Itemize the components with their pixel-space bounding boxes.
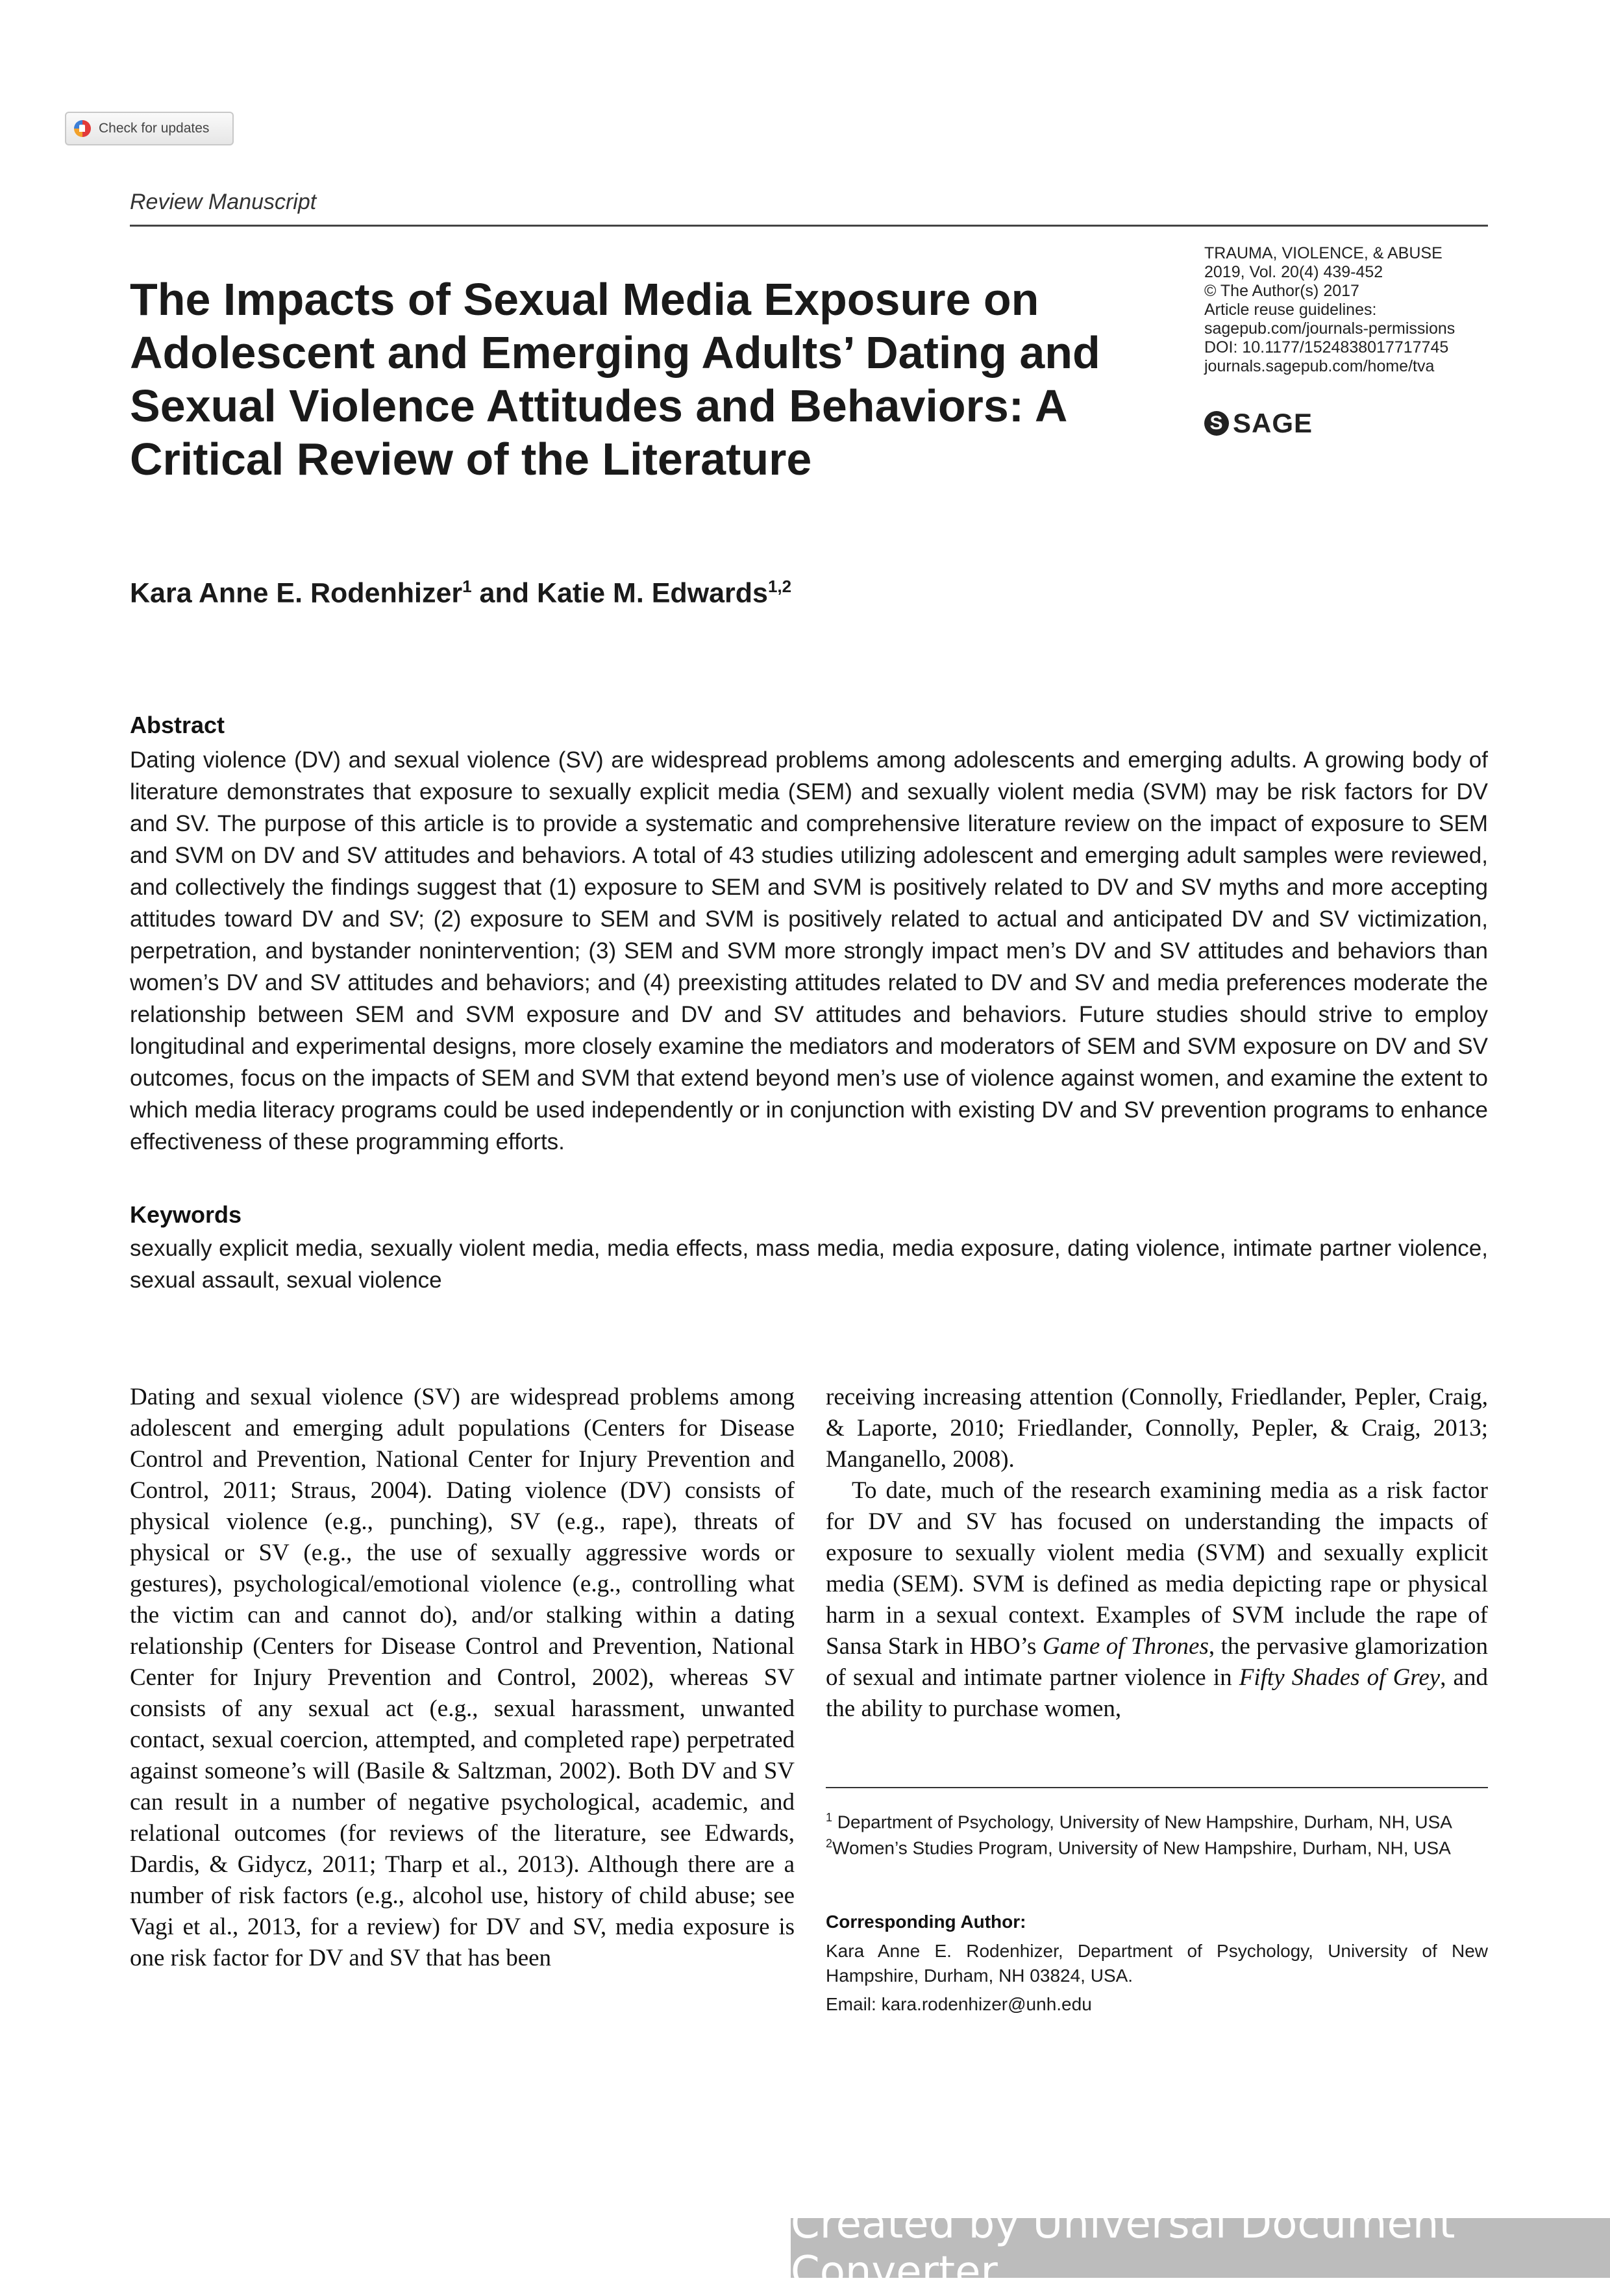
author-name: Katie M. Edwards [536,577,768,609]
footnote-affiliation-2 [826,1831,1488,1860]
permissions-link[interactable]: sagepub.com/journals-permissions [1204,319,1455,338]
check-for-updates-label: Check for updates [99,121,210,136]
sage-logo [1204,408,1313,439]
affiliation-text: Women’s Studies Program, University of New Hampshire, Durham, NH, USA [832,1838,1451,1858]
footnote-rule [826,1787,1488,1788]
crossmark-icon [74,120,91,137]
journal-homepage-link[interactable]: journals.sagepub.com/home/tva [1204,357,1435,375]
author-name: Kara Anne E. Rodenhizer [130,577,463,609]
keywords-text: sexually explicit media, sexually violent media, media effects, mass media, media exposure, dating violence, intimate partner violence, sexual assault, sexual violence [130,1236,1488,1293]
body-title-italic: Fifty Shades of Grey [1239,1664,1441,1691]
body-right-column [826,1382,1488,1725]
footnote-affiliation-1 [826,1805,1488,1834]
keywords-heading: Keywords [130,1201,242,1228]
reuse-guidelines-label: Article reuse guidelines: [1204,301,1377,319]
footnote-marker: 1 [826,1811,833,1824]
check-for-updates-button[interactable] [65,112,234,145]
author-affiliation-marker: 1 [462,577,472,596]
doi[interactable]: DOI: 10.1177/1524838017717745 [1204,338,1449,356]
body-text: To date, much of the research examining media as a risk factor for DV and SV has focused on understanding the impacts of exposure to sexually violent media (SVM) and sexually explicit media (SEM). SVM is defined as media depicting rape or physical harm in a sexual context. Examples of SVM include the rape of Sansa Stark in HBO’s [826,1477,1488,1660]
journal-name: TRAUMA, VIOLENCE, & ABUSE [1204,244,1443,262]
header-rule [130,225,1488,227]
corresponding-author-heading: Corresponding Author: [826,1912,1026,1932]
journal-volume: 2019, Vol. 20(4) 439-452 [1204,263,1383,281]
footnote-marker: 2 [826,1837,833,1850]
abstract-heading: Abstract [130,712,225,738]
journal-info [1204,244,1455,376]
author-affiliation-marker: 1,2 [767,577,792,596]
body-paragraph [826,1475,1488,1725]
affiliation-text: Department of Psychology, University of New Hampshire, Durham, NH, USA [837,1812,1452,1832]
corresponding-author-email[interactable]: Email: kara.rodenhizer@unh.edu [826,1994,1092,2014]
converter-watermark: Created by Universal Document Converter [791,2218,1610,2278]
abstract-text: Dating violence (DV) and sexual violence (SV) are widespread problems among adolescents and emerging adults. A growing body of literature demonstrates that exposure to sexually explicit media (SEM) and sexually violent media (SVM) may be risk factors for DV and SV. The purpose of this article is to provide a systematic and comprehensive literature review on the impact of exposure to SEM and SVM on DV and SV attitudes and behaviors. A total of 43 studies utilizing adolescent and emerging adult samples were reviewed, and collectively the findings suggest that (1) exposure to SEM and SVM is positively related to DV and SV myths and more accepting attitudes toward DV and SV; (2) exposure to SEM and SVM is positively related to actual and anticipated DV and SV victimization, perpetration, and bystander nonintervention; (3) SEM and SVM more strongly impact men’s DV and SV attitudes and behaviors than women’s DV and SV attitudes and behaviors; and (4) preexisting attitudes related to DV and SV and media preferences moderate the relationship between SEM and SVM exposure and DV and SV attitudes and behaviors. Future studies should strive to employ longitudinal and experimental designs, more closely examine the mediators and moderators of SEM and SVM exposure on DV and SV outcomes, focus on the impacts of SEM and SVM that extend beyond men’s use of violence against women, and examine the extent to which media literacy programs could be used independently or in conjunction with existing DV and SV prevention programs to enhance effectiveness of these programming efforts. [130,747,1488,1154]
corresponding-author-text: Kara Anne E. Rodenhizer, Department of Psychology, University of New Hampshire, Durham, NH 03824, USA. [826,1941,1488,1986]
article-title: The Impacts of Sexual Media Exposure on Adolescent and Emerging Adults’ Dating and Sexual Violence Attitudes and Behaviors: A Critical Review of the Literature [130,274,1100,484]
body-paragraph: receiving increasing attention (Connolly, Friedlander, Pepler, Craig, & Laporte, 2010; Friedlander, Connolly, Pepler, & Craig, 2013; Manganello, 2008). [826,1384,1488,1473]
body-text: , the pervasive glamorization of sexual and intimate partner violence in [826,1633,1488,1691]
author-list [130,577,791,609]
copyright: © The Author(s) 2017 [1204,282,1359,300]
sage-logo-icon: S [1204,411,1229,436]
body-text: , and the ability to purchase women, [826,1664,1488,1722]
publisher-name: SAGE [1233,408,1313,438]
section-type: Review Manuscript [130,190,317,214]
body-title-italic: Game of Thrones [1042,1633,1209,1660]
author-connector: and [471,577,537,609]
body-left-column: Dating and sexual violence (SV) are widespread problems among adolescent and emerging adult populations (Centers for Disease Control and Prevention, National Center for Injury Prevention and Control, 2011; Straus, 2004). Dating violence (DV) consists of physical violence (e.g., punching), SV (e.g., rape), threats of physical or SV (e.g., the use of sexually aggressive words or gestures), psychological/emotional violence (e.g., controlling what the victim can and cannot do), and/or stalking within a dating relationship (Centers for Disease Control and Prevention, National Center for Injury Prevention and Control, 2002), whereas SV consists of any sexual act (e.g., sexual harassment, unwanted contact, sexual coercion, attempted, and completed rape) perpetrated against someone’s will (Basile & Saltzman, 2002). Both DV and SV can result in a number of negative psychological, academic, and relational outcomes (for reviews of the literature, see Edwards, Dardis, & Gidycz, 2011; Tharp et al., 2013). Although there are a number of risk factors (e.g., alcohol use, history of child abuse; see Vagi et al., 2013, for a review) for DV and SV, media exposure is one risk factor for DV and SV that has been [130,1384,795,1971]
